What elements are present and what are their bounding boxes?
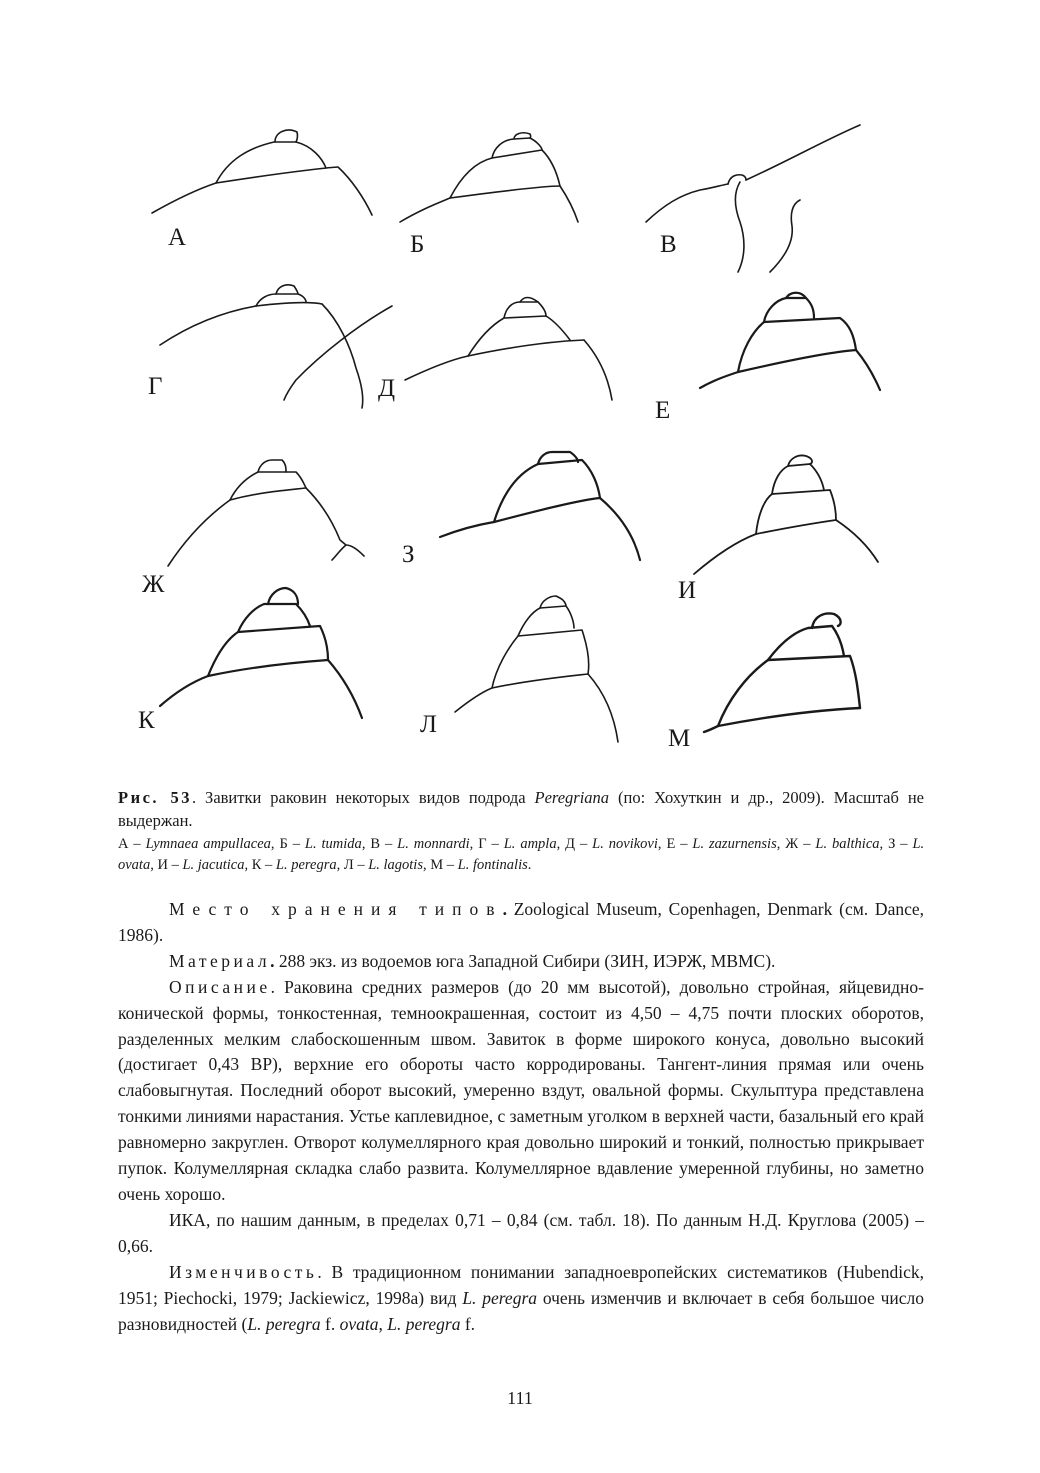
figure-label-d: Д bbox=[378, 375, 396, 402]
spire-drawing-l bbox=[455, 596, 618, 742]
figure-label-i: И bbox=[678, 577, 697, 604]
page-number: 111 bbox=[507, 1388, 533, 1408]
paragraph-variability: Изменчивость. В традиционном понимании западноевропейских систематиков (Hubendick, 1951; Piechocki, 1979; Jackiewicz, 1998a) вид L. peregra очень изменчив и включает в себя большое число разновидностей (L. peregra f. ovata, L. peregra f. bbox=[118, 1261, 924, 1334]
spire-drawing-e bbox=[700, 293, 880, 390]
spire-drawing-g bbox=[160, 285, 392, 408]
paragraph-material: Материал. 288 экз. из водоемов юга Западной Сибири (ЗИН, ИЭРЖ, МВМС). bbox=[169, 950, 776, 971]
caption-fig-label: Рис. 53 bbox=[118, 788, 192, 807]
spire-drawing-k bbox=[160, 588, 362, 718]
spire-drawing-a bbox=[152, 130, 372, 215]
figure-caption bbox=[118, 786, 924, 876]
spire-drawing-i bbox=[694, 455, 878, 574]
paragraph-ika: ИКА, по нашим данным, в пределах 0,71 – 0,84 (см. табл. 18). По данным Н.Д. Круглова (2005) – 0,66. bbox=[118, 1209, 924, 1256]
figure-label-g: Г bbox=[148, 373, 163, 400]
figure-label-l: Л bbox=[420, 711, 437, 738]
figure-label-b: Б bbox=[410, 231, 425, 258]
body-text bbox=[118, 897, 924, 1337]
caption-title: Рис. 53. Завитки раковин некоторых видов подрода Peregriana (по: Хохуткин и др., 2009). Масштаб не выдержан. bbox=[118, 788, 924, 830]
figure-label-v: В bbox=[660, 231, 677, 258]
spire-drawing-d bbox=[405, 298, 612, 401]
spire-drawing-v bbox=[646, 125, 860, 272]
spire-drawing-z bbox=[440, 452, 640, 560]
figure-label-zh: Ж bbox=[142, 571, 165, 598]
spire-drawing-zh bbox=[168, 460, 364, 566]
figure-label-a: А bbox=[168, 224, 187, 251]
figure-label-k: К bbox=[138, 707, 155, 734]
figure-label-z: З bbox=[402, 541, 415, 568]
paragraph-type-location: Место хранения типов. Zoological Museum, Copenhagen, Denmark (см. Dance, 1986). bbox=[118, 899, 924, 945]
figure-label-e: Е bbox=[655, 397, 671, 424]
figure-label-m: М bbox=[668, 725, 691, 752]
caption-species-list: А – Lymnaea ampullacea, Б – L. tumida, В – L. monnardi, Г – L. ampla, Д – L. novikovi, Е – L. zazurnensis, Ж – L. balthica, З – L. ovata, И – L. jacutica, К – L. peregra, Л – L. lagotis, М – L. fontinalis. bbox=[118, 836, 925, 873]
spire-drawing-m bbox=[704, 614, 860, 732]
paragraph-description: Описание. Раковина средних размеров (до 20 мм высотой), довольно стройная, яйцевидно-конической формы, тонкостенная, темноокрашенная, состоит из 4,50 – 4,75 почти плоских оборотов, разделенных мелким слабоскошенным швом. Завиток в форме широкого конуса, довольно высокий (достигает 0,43 ВР), верхние его обороты часто корродированы. Тангент-линия прямая или очень слабовыгнутая. Последний оборот высокий, умеренно вздут, овальной формы. Скульптура представлена тонкими линиями нарастания. Устье каплевидное, с заметным уголком в верхней части, базальный его край равномерно закруглен. Отворот колумеллярного края довольно широкий и тонкий, полностью прикрывает пупок. Колумеллярная складка слабо развита. Колумеллярное вдавление умеренной глубины, но заметно очень хорошо. bbox=[118, 976, 924, 1204]
spire-drawing-b bbox=[400, 133, 578, 222]
